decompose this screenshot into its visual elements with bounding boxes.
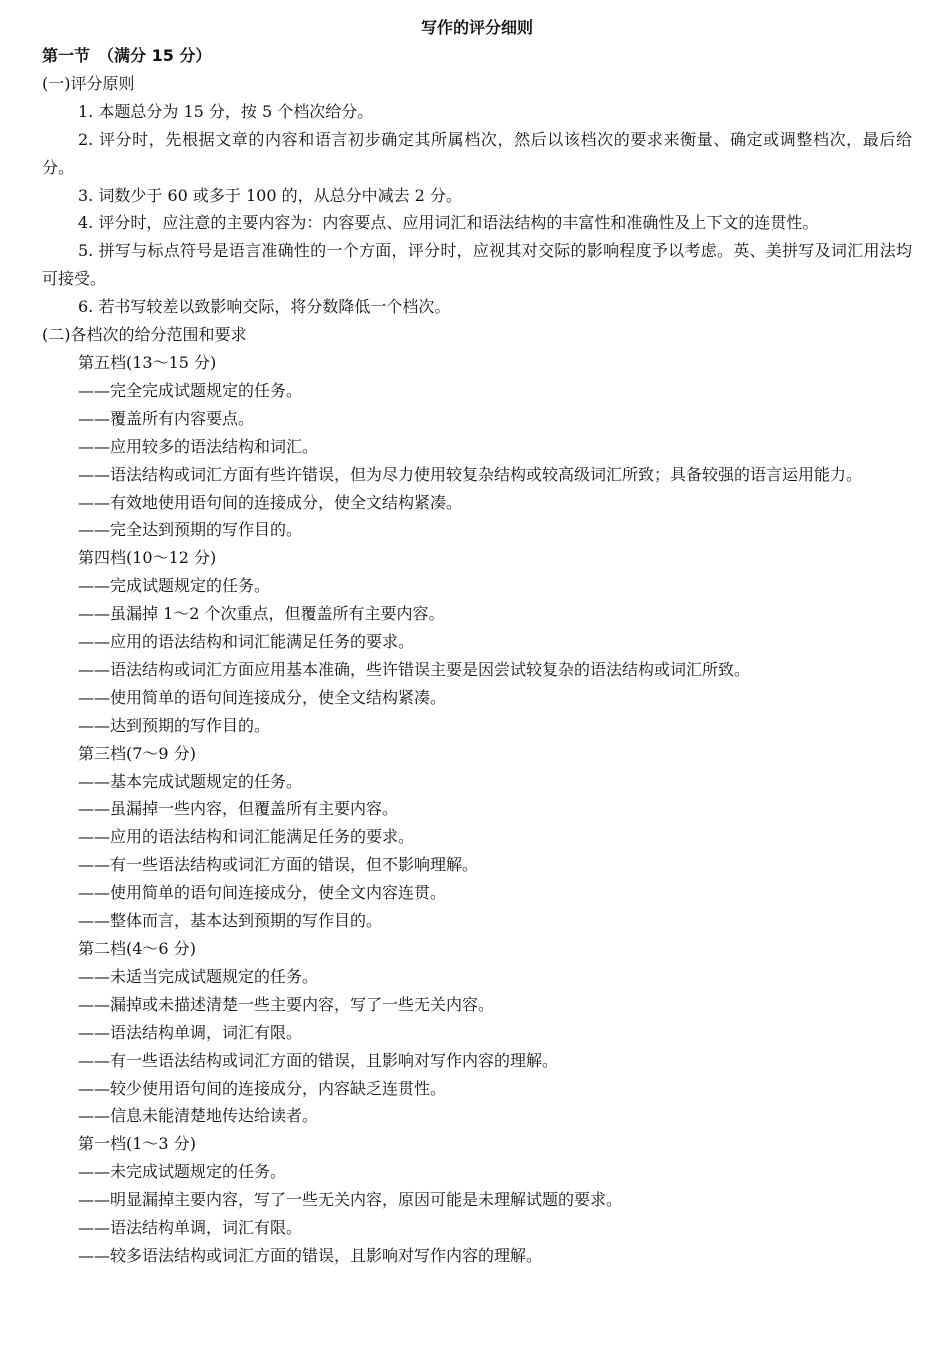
level-requirement: ——完全完成试题规定的任务。 xyxy=(78,380,303,400)
level-requirement: ——有一些语法结构或词汇方面的错误，但不影响理解。 xyxy=(78,855,479,875)
level-requirement: ——较多语法结构或词汇方面的错误，且影响对写作内容的理解。 xyxy=(78,1245,543,1265)
level-requirement: ——有一些语法结构或词汇方面的错误，且影响对写作内容的理解。 xyxy=(78,1050,559,1070)
level-requirement: ——漏掉或未描述清楚一些主要内容，写了一些无关内容。 xyxy=(78,994,495,1014)
level-requirement: ——应用较多的语法结构和词汇。 xyxy=(78,436,319,456)
principle-item: 4. 评分时，应注意的主要内容为：内容要点、应用词汇和语法结构的丰富性和准确性及上下文的连贯性。 xyxy=(78,213,819,233)
principle-item: 5. 拼写与标点符号是语言准确性的一个方面，评分时，应视其对交际的影响程度予以考虑。英、美拼写及词汇用法均可接受。 xyxy=(42,241,912,289)
level-requirement: ——虽漏掉一些内容，但覆盖所有主要内容。 xyxy=(78,799,399,819)
section-heading: 第一节 （满分 15 分） xyxy=(42,46,212,65)
level-requirement: ——覆盖所有内容要点。 xyxy=(78,408,255,428)
principles-heading: (一)评分原则 xyxy=(42,73,135,93)
level-requirement: ——信息未能清楚地传达给读者。 xyxy=(78,1106,319,1126)
level-requirement: ——虽漏掉 1～2 个次重点，但覆盖所有主要内容。 xyxy=(78,604,445,624)
document-title: 写作的评分细则 xyxy=(420,18,533,37)
level-requirement: ——明显漏掉主要内容，写了一些无关内容，原因可能是未理解试题的要求。 xyxy=(78,1190,623,1210)
level-heading: 第五档(13～15 分) xyxy=(78,352,217,372)
principle-item: 1. 本题总分为 15 分，按 5 个档次给分。 xyxy=(78,101,374,121)
level-requirement: ——语法结构单调，词汇有限。 xyxy=(78,1022,303,1042)
level-requirement: ——完成试题规定的任务。 xyxy=(78,576,271,596)
level-requirement: ——未完成试题规定的任务。 xyxy=(78,1162,287,1182)
principle-item: 2. 评分时，先根据文章的内容和语言初步确定其所属档次，然后以该档次的要求来衡量、确定或调整档次，最后给分。 xyxy=(42,129,912,177)
level-requirement: ——基本完成试题规定的任务。 xyxy=(78,771,303,791)
level-requirement: ——应用的语法结构和词汇能满足任务的要求。 xyxy=(78,632,415,652)
levels-heading: (二)各档次的给分范围和要求 xyxy=(42,325,247,345)
level-heading: 第一档(1～3 分) xyxy=(78,1134,196,1154)
level-requirement: ——语法结构或词汇方面应用基本准确，些许错误主要是因尝试较复杂的语法结构或词汇所致。 xyxy=(78,659,751,679)
level-requirement: ——有效地使用语句间的连接成分，使全文结构紧凑。 xyxy=(78,492,463,512)
level-requirement: ——完全达到预期的写作目的。 xyxy=(78,520,303,540)
level-requirement: ——未适当完成试题规定的任务。 xyxy=(78,966,319,986)
level-requirement: ——达到预期的写作目的。 xyxy=(78,715,271,735)
level-requirement: ——语法结构或词汇方面有些许错误，但为尽力使用较复杂结构或较高级词汇所致；具备较强的语言运用能力。 xyxy=(78,464,863,484)
level-heading: 第四档(10～12 分) xyxy=(78,548,217,568)
level-requirement: ——整体而言，基本达到预期的写作目的。 xyxy=(78,911,383,931)
level-requirement: ——使用简单的语句间连接成分，使全文结构紧凑。 xyxy=(78,687,447,707)
level-requirement: ——应用的语法结构和词汇能满足任务的要求。 xyxy=(78,827,415,847)
level-heading: 第二档(4～6 分) xyxy=(78,939,196,958)
level-requirement: ——较少使用语句间的连接成分，内容缺乏连贯性。 xyxy=(78,1078,447,1098)
level-requirement: ——使用简单的语句间连接成分，使全文内容连贯。 xyxy=(78,883,447,903)
principle-item: 6. 若书写较差以致影响交际，将分数降低一个档次。 xyxy=(78,297,451,317)
level-requirement: ——语法结构单调，词汇有限。 xyxy=(78,1218,303,1238)
level-heading: 第三档(7～9 分) xyxy=(78,743,196,763)
principle-item: 3. 词数少于 60 或多于 100 的，从总分中减去 2 分。 xyxy=(78,185,462,205)
